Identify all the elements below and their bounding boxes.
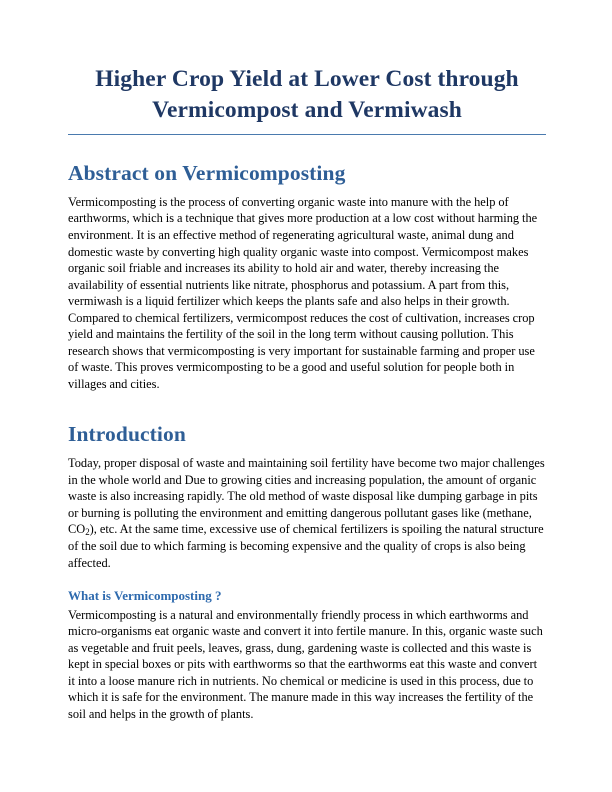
what-is-vermicomposting-paragraph: Vermicomposting is a natural and environmentally friendly process in which earthworms and micro-organisms eat organic waste and convert it into fertile manure. In this, organic waste such as vegetable and fruit peels, leaves, grass, dung, gardening waste is collected and this waste is kept in special boxes or pits with earthworms so that the earthworms eat this waste and convert it into a loose manure rich in nutrients. No chemical or medicine is used in this process, due to which it is safe for the environment. The manure made in this way increases the fertility of the soil and helps in the growth of plants. xyxy=(68,607,543,721)
page-title xyxy=(68,0,546,125)
introduction-paragraph-part-1: Today, proper disposal of waste and maintaining soil fertility have become two major challenges in the whole world and Due to growing cities and increasing population, the amount of organic waste is also increasing rapidly. The old method of waste disposal like dumping garbage in pits or burning is polluting the environment and emitting dangerous pollutant gases like (methane, CO xyxy=(68,456,545,537)
co2-subscript: 2 xyxy=(85,527,90,538)
introduction-section-heading: Introduction xyxy=(68,422,186,447)
abstract-paragraph: Vermicomposting is the process of converting organic waste into manure with the help of earthworms, which is a technique that gives more production at a low cost without harming the environment. It is an effective method of regenerating agricultural waste, animal dung and domestic waste by converting high quality organic waste into compost. Vermicompost makes organic soil friable and increases its ability to hold air and water, thereby increasing the availability of essential nutrients like nitrate, phosphorus and potassium. A part from this, vermiwash is a liquid fertilizer which keeps the plants safe and also helps in their growth. Compared to chemical fertilizers, vermicompost reduces the cost of cultivation, increases crop yield and maintains the fertility of the soil in the long term without causing pollution. This research shows that vermicomposting is very important for sustainable farming and proper use of waste. This proves vermicomposting to be a good and useful solution for people both in villages and cities. xyxy=(68,194,538,391)
abstract-section-heading: Abstract on Vermicomposting xyxy=(68,161,346,186)
page-title-line-2: Vermicompost and Vermiwash xyxy=(152,96,462,123)
introduction-paragraph xyxy=(68,448,546,571)
document-content-column xyxy=(68,0,546,723)
page-title-line-1: Higher Crop Yield at Lower Cost through xyxy=(95,66,519,92)
what-is-vermicomposting-subheading: What is Vermicomposting ? xyxy=(68,588,222,604)
introduction-paragraph-part-2: ), etc. At the same time, excessive use of chemical fertilizers is spoiling the natural structure of the soil due to which farming is becoming expensive and the quality of crops is also being affected. xyxy=(68,522,544,570)
